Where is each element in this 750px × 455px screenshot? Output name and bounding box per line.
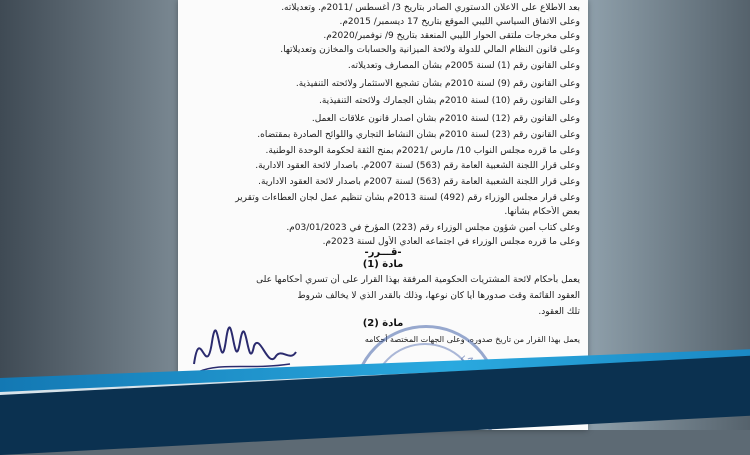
article-1-line: يعمل بأحكام لائحة المشتريات الحكومية المرفقة بهذا القرار على أن تسري أحكامها على xyxy=(256,275,580,285)
preamble-line: وعلى القانون رقم (9) لسنة 2010م بشأن تشجيع الاستثمار ولائحته التنفيذية. xyxy=(295,79,580,89)
preamble-line: وعلى القانون رقم (12) لسنة 2010م بشأن اصدار قانون علاقات العمل. xyxy=(311,114,580,124)
preamble-line: وعلى القانون رقم (23) لسنة 2010م بشأن النشاط التجاري واللوائح الصادرة بمقتضاه. xyxy=(257,130,580,140)
preamble-line: وعلى القانون رقم (10) لسنة 2010م بشأن الجمارك ولائحته التنفيذية. xyxy=(319,96,580,106)
preamble-line: وعلى ما قرره مجلس الوزراء في اجتماعه العادي الأول لسنة 2023م. xyxy=(322,237,580,247)
preamble-line: بعض الأحكام بشأنها. xyxy=(504,207,580,217)
preamble-line: وعلى قرار مجلس الوزراء رقم (492) لسنة 2013م بشأن تنظيم عمل لجان العطاءات وتقرير xyxy=(235,193,580,203)
preamble-line: بعد الاطلاع على الاعلان الدستوري الصادر بتاريخ 3/ أغسطس /2011م. وتعديلاته. xyxy=(281,3,580,13)
preamble-line: وعلى مخرجات ملتقى الحوار الليبي المنعقد بتاريخ 9/ نوفمبر/2020م. xyxy=(323,31,580,41)
article-1-line: العقود القائمة وقت صدورها أيا كان نوعها، وذلك بالقدر الذي لا يخالف شروط xyxy=(297,291,580,301)
preamble-line: وعلى القانون رقم (1) لسنة 2005م بشأن المصارف وتعديلاته. xyxy=(347,61,580,71)
preamble-line: وعلى كتاب أمين شؤون مجلس الوزراء رقم (223) المؤرخ في 03/01/2023م. xyxy=(286,223,580,233)
article-2-line: يعمل بهذا القرار من تاريخ صدوره، وعلى الجهات المختصة أحكامه xyxy=(364,335,580,344)
preamble-line: وعلى قرار اللجنة الشعبية العامة رقم (563) لسنة 2007م باصدار لائحة العقود الادارية. xyxy=(258,177,580,187)
article-1-line: تلك العقود. xyxy=(538,307,580,317)
background-left-panel xyxy=(0,0,178,430)
article-2-title: مادة (2) xyxy=(362,318,404,329)
preamble-line: وعلى قانون النظام المالي للدولة ولائحة الميزانية والحسابات والمخازن وتعديلاتها. xyxy=(280,45,580,55)
preamble-line: وعلى ما قرره مجلس النواب 10/ مارس /2021م بمنح الثقة لحكومة الوحدة الوطنية. xyxy=(265,146,580,156)
preamble-line: وعلى الاتفاق السياسي الليبي الموقع بتاريخ 17 ديسمبر/ 2015م. xyxy=(339,17,580,27)
preamble-line: وعلى قرار اللجنة الشعبية العامة رقم (563) لسنة 2007م. باصدار لائحة العقود الادارية. xyxy=(255,161,580,171)
article-1-title: مادة (1) xyxy=(362,259,404,270)
decision-heading: -قـــرر- xyxy=(364,247,402,258)
